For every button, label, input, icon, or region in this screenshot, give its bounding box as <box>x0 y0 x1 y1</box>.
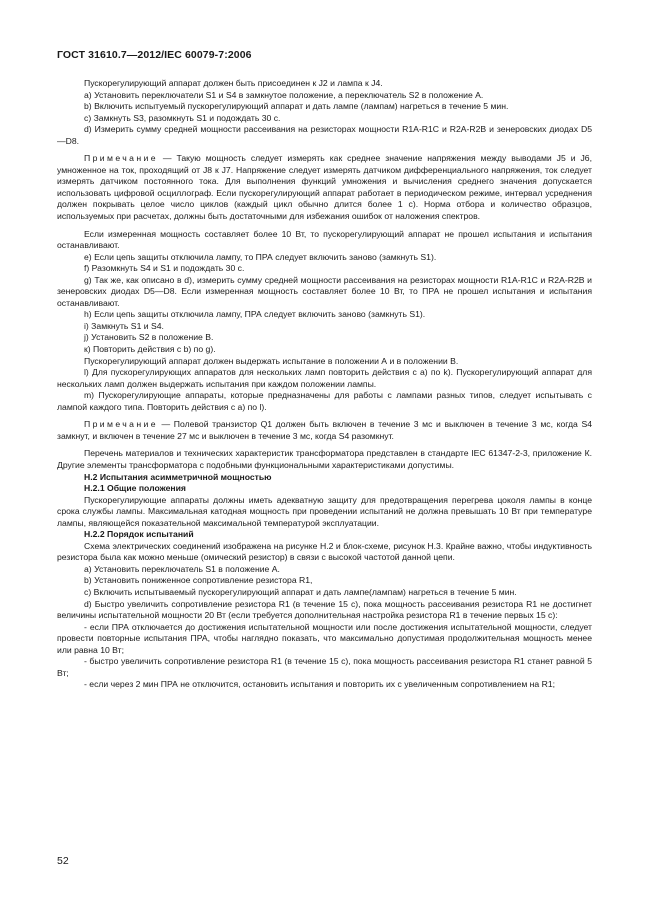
paragraph: - если через 2 мин ПРА не отключится, остановить испытания и повторить их с увеличенным сопротивлением на R1; <box>84 679 556 690</box>
note-label: Примечание <box>84 419 158 430</box>
note-paragraph <box>57 153 592 222</box>
note-paragraph <box>57 419 592 442</box>
subsection-heading: Н.2.2 Порядок испытаний <box>84 529 194 540</box>
paragraph: j) Установить S2 в положение В. <box>84 332 214 343</box>
paragraph: Если измеренная мощность составляет более 10 Вт, то пускорегулирующий аппарат не прошел испытания и испытания останавливают. <box>57 228 592 251</box>
paragraph: i) Замкнуть S1 и S4. <box>84 320 164 331</box>
paragraph: a) Установить переключатель S1 в положение А. <box>84 563 280 574</box>
paragraph: - если ПРА отключается до достижения испытательной мощности или после достижения испытательной мощности, следует провести повторные испытания ПРА, чтобы наглядно показать, что максимально допустимая продолжительная мощность менее или равна 10 Вт; <box>57 621 592 655</box>
page-number: 52 <box>57 855 69 867</box>
paragraph: Пускорегулирующие аппараты должны иметь адекватную защиту для предотвращения перегрева цоколя лампы в конце срока службы лампы. Максимальная катодная мощность при проведении испытаний не должна превышать 10 Вт при температуре лампы, являющейся показательной максимальной температурой эксплуатации. <box>57 494 592 528</box>
paragraph: h) Если цепь защиты отключила лампу, ПРА следует включить заново (замкнуть S1). <box>84 309 426 320</box>
paragraph: l) Для пускорегулирующих аппаратов для нескольких ламп повторить действия с а) по k). Пускорегулирующий аппарат для нескольких ламп должен выдержать испытания при каждом положении лампы. <box>57 367 592 389</box>
paragraph: a) Установить переключатели S1 и S4 в замкнутое положение, а переключатель S2 в положение А. <box>84 89 484 100</box>
paragraph: e) Если цепь защиты отключила лампу, то ПРА следует включить заново (замкнуть S1). <box>84 251 437 262</box>
paragraph: d) Измерить сумму средней мощности рассеивания на резисторах мощности R1A-R1C и R2A-R2B и зенеровских диодах D5—D8. <box>57 124 592 146</box>
subsection-heading: Н.2.1 Общие положения <box>84 483 186 494</box>
paragraph: Схема электрических соединений изображена на рисунке Н.2 и блок-схеме, рисунок Н.3. Крайне важно, чтобы индуктивность резистора была как можно меньше (омический резистор) в связи с высокой частотой данной цепи. <box>57 540 592 563</box>
paragraph: Пускорегулирующий аппарат должен быть присоединен к J2 и лампа к J4. <box>84 78 383 88</box>
paragraph: b) Включить испытуемый пускорегулирующий аппарат и дать лампе (лампам) нагреться в течение 5 мин. <box>84 101 509 112</box>
document-body <box>57 78 592 691</box>
note-label: Примечание <box>84 153 158 164</box>
paragraph: Пускорегулирующий аппарат должен выдержать испытание в положении А и в положении В. <box>84 355 459 366</box>
paragraph: g) Так же, как описано в d), измерить сумму средней мощности рассеивания на резисторах мощности R1A-R1C и R2A-R2B и зенеровских диодах D5—D8. Если измеренная мощность составляет более 10 Вт, то ПРА не прошел испытания и испытания останавливают. <box>57 274 592 308</box>
section-heading: Н.2 Испытания асимметричной мощностью <box>84 471 272 482</box>
paragraph: f) Разомкнуть S4 и S1 и подождать 30 с. <box>84 263 245 274</box>
paragraph: c) Включить испытываемый пускорегулирующий аппарат и дать лампе(лампам) нагреться в течение 5 мин. <box>84 586 517 597</box>
note-text: — Полевой транзистор Q1 должен быть включен в течение 3 мс и выключен в течение 3 мс, когда S4 замкнут, и включен в течение 27 мс и выключен в течение 3 мс, когда S4 разомкнут. <box>57 419 592 441</box>
paragraph: к) Повторить действия с b) по g). <box>84 344 216 355</box>
paragraph: - быстро увеличить сопротивление резистора R1 (в течение 15 с), пока мощность рассеивания резистора R1 станет равной 5 Вт; <box>57 656 592 678</box>
paragraph: m) Пускорегулирующие аппараты, которые предназначены для работы с лампами разных типов, следует испытывать с лампой каждого типа. Повторить действия с а) по l). <box>57 390 592 412</box>
paragraph: c) Замкнуть S3, разомкнуть S1 и подождать 30 с. <box>84 112 281 123</box>
note-text: — Такую мощность следует измерять как среднее значение напряжения между выводами J5 и J6, умноженное на ток, проходящий от J8 к J7. Напряжение следует измерять датчиком дифференциального напряжения, ток следует измерять датчиком постоянного тока. Для выполнения функций умножения и вычисления среднего значения допускается использовать цифровой осциллограф. Если пускорегулирующий аппарат работает в периодическом режиме, интервал усреднения должен покрывать целое число циклов (каждый цикл обычно длится более 1 с). Норма отбора и количество образцов, используемых при расчетах, должны быть достаточными для избежания ошибок от наложения спектров. <box>57 153 592 222</box>
paragraph: Перечень материалов и технических характеристик трансформатора представлен в стандарте IEC 61347-2-3, приложение К. Другие элементы трансформатора с подобными функциональными характеристиками допустимы. <box>57 448 592 470</box>
document-header: ГОСТ 31610.7—2012/IEC 60079-7:2006 <box>57 49 252 61</box>
paragraph: d) Быстро увеличить сопротивление резистора R1 (в течение 15 с), пока мощность рассеивания резистора R1 не достигнет величины испытательной мощности 20 Вт (если требуется дополнительная настройка резистора R1 в течение первых 15 с): <box>57 598 592 621</box>
paragraph: b) Установить пониженное сопротивление резистора R1, <box>84 575 313 586</box>
